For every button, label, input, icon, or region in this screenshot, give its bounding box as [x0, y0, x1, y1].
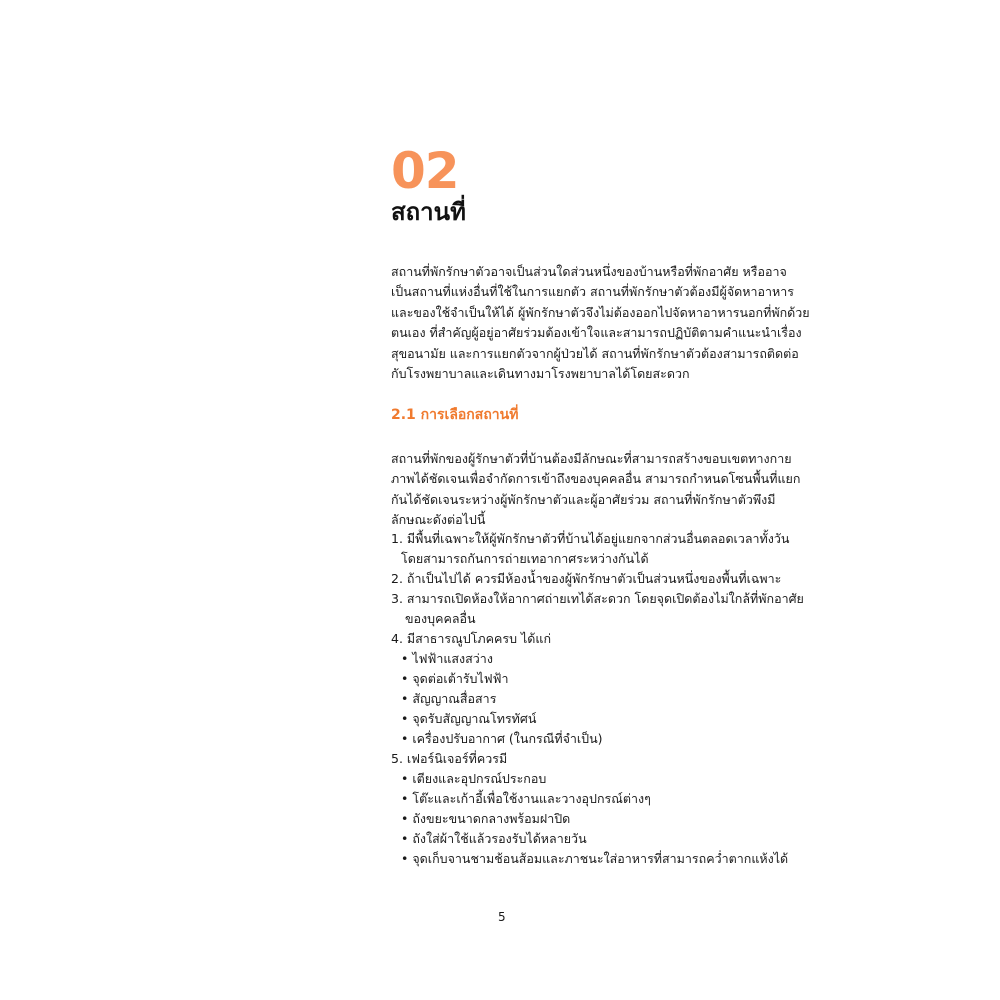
- bullet-item: • ถังขยะขนาดกลางพร้อมฝาปิด: [401, 811, 571, 826]
- subsection-paragraph: [391, 449, 800, 531]
- bullet-item: • โต๊ะและเก้าอี้เพื่อใช้งานและวางอุปกรณ์ต่างๆ: [401, 791, 651, 806]
- section-number: 02: [391, 142, 459, 200]
- text-line: สถานที่พักรักษาตัวอาจเป็นส่วนใดส่วนหนึ่งของบ้านหรือที่พักอาศัย หรืออาจ: [391, 264, 787, 279]
- requirements-list: [391, 529, 804, 869]
- bullet-item: • ไฟฟ้าแสงสว่าง: [401, 651, 493, 666]
- list-item: 2. ถ้าเป็นไปได้ ควรมีห้องน้ำของผู้พักรักษาตัวเป็นส่วนหนึ่งของพื้นที่เฉพาะ: [391, 571, 782, 586]
- text-line: กันได้ชัดเจนระหว่างผู้พักรักษาตัวและผู้อาศัยร่วม สถานที่พักรักษาตัวพึงมี: [391, 491, 776, 507]
- text-line: ภาพได้ชัดเจนเพื่อจำกัดการเข้าถึงของบุคคลอื่น สามารถกำหนดโซนพื้นที่แยก: [391, 471, 801, 487]
- list-item: 4. มีสาธารณูปโภคครบ ได้แก่: [391, 631, 552, 646]
- bullet-item: • เตียงและอุปกรณ์ประกอบ: [401, 771, 547, 786]
- list-item: 5. เฟอร์นิเจอร์ที่ควรมี: [391, 751, 508, 766]
- text-line: ลักษณะดังต่อไปนี้: [391, 512, 486, 528]
- text-line: สุขอนามัย และการแยกตัวจากผู้ป่วยได้ สถานที่พักรักษาตัวต้องสามารถติดต่อ: [391, 345, 799, 361]
- list-item-continued: โดยสามารถกันการถ่ายเทอากาศระหว่างกันได้: [401, 551, 649, 566]
- page-number: 5: [498, 910, 506, 924]
- text-line: และของใช้จำเป็นให้ได้ ผู้พักรักษาตัวจึงไม่ต้องออกไปจัดหาอาหารนอกที่พักด้วย: [391, 304, 810, 320]
- list-item: 1. มีพื้นที่เฉพาะให้ผู้พักรักษาตัวที่บ้านได้อยู่แยกจากส่วนอื่นตลอดเวลาทั้งวัน: [391, 531, 790, 546]
- bullet-item: • เครื่องปรับอากาศ (ในกรณีที่จำเป็น): [401, 731, 603, 746]
- section-title: สถานที่: [391, 198, 466, 226]
- text-line: กับโรงพยาบาลและเดินทางมาโรงพยาบาลได้โดยสะดวก: [391, 366, 690, 382]
- bullet-item: • จุดต่อเต้ารับไฟฟ้า: [401, 671, 509, 686]
- subsection-heading: 2.1 การเลือกสถานที่: [391, 407, 519, 423]
- list-item-continued: ของบุคคลอื่น: [405, 611, 476, 626]
- bullet-item: • สัญญาณสื่อสาร: [401, 691, 497, 706]
- text-line: ตนเอง ที่สำคัญผู้อยู่อาศัยร่วมต้องเข้าใจและสามารถปฏิบัติตามคำแนะนำเรื่อง: [391, 325, 802, 341]
- bullet-item: • ถังใส่ผ้าใช้แล้วรองรับได้หลายวัน: [401, 831, 587, 846]
- intro-paragraph: [391, 262, 810, 384]
- list-item: 3. สามารถเปิดห้องให้อากาศถ่ายเทได้สะดวก โดยจุดเปิดต้องไม่ใกล้ที่พักอาศัย: [391, 591, 804, 606]
- bullet-item: • จุดเก็บจานชามช้อนส้อมและภาชนะใส่อาหารที่สามารถคว่ำตากแห้งได้: [401, 851, 789, 866]
- text-line: สถานที่พักของผู้รักษาตัวที่บ้านต้องมีลักษณะที่สามารถสร้างขอบเขตทางกาย: [391, 451, 792, 466]
- text-line: เป็นสถานที่แห่งอื่นที่ใช้ในการแยกตัว สถานที่พักรักษาตัวต้องมีผู้จัดหาอาหาร: [391, 284, 795, 300]
- bullet-item: • จุดรับสัญญาณโทรทัศน์: [401, 711, 537, 726]
